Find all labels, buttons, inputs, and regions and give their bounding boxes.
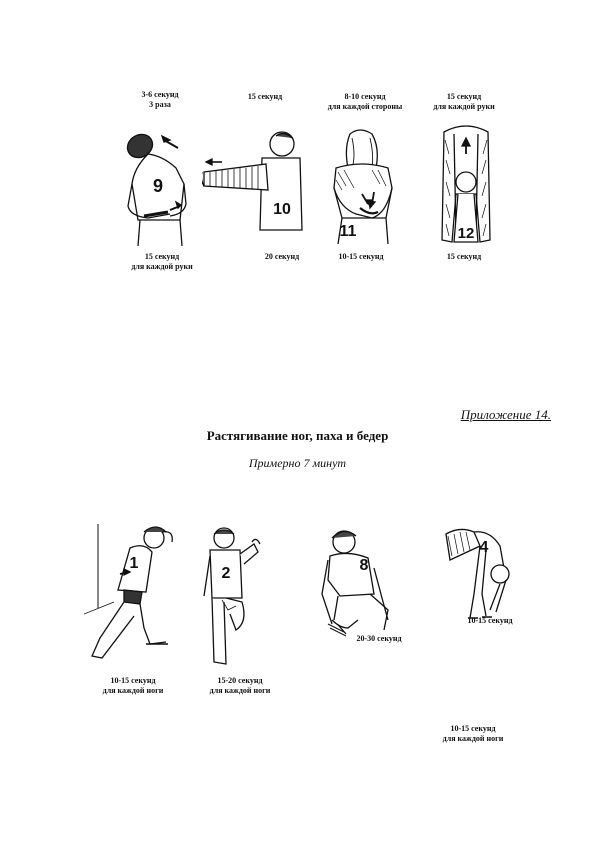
fig8-caption	[356, 634, 401, 644]
fig11-caption-bottom	[338, 252, 383, 262]
caption-line: для каждой руки	[433, 102, 495, 111]
fig10-number: 10	[273, 201, 291, 218]
caption-line: 20-30 секунд	[356, 634, 402, 643]
caption-line: 8-10 секунд	[344, 92, 386, 101]
caption-line: 15-20 секунд	[217, 676, 263, 685]
caption-line: для каждой ноги	[209, 686, 271, 695]
fig12-number: 12	[457, 225, 475, 242]
fig4-number: 4	[479, 539, 489, 556]
caption-line: 15 секунд	[247, 92, 283, 101]
caption-line: 3 раза	[149, 100, 171, 109]
fig10-caption-top	[248, 92, 282, 102]
caption-line: 20 секунд	[264, 252, 300, 261]
fig2-caption	[210, 676, 271, 696]
fig2-illustration	[196, 526, 266, 666]
caption-line: 10-15 секунд	[110, 676, 156, 685]
fig11-number: 11	[339, 223, 357, 240]
fig1-illustration	[84, 518, 184, 664]
caption-line: для каждой стороны	[327, 102, 403, 111]
caption-line: 15 секунд	[446, 252, 482, 261]
caption-line: 3-6 секунд	[141, 90, 179, 99]
appendix-label: Приложение 14.	[460, 407, 551, 422]
caption-line: для каждой ноги	[442, 734, 504, 743]
fig4-illustration	[440, 524, 520, 620]
caption-line: для каждой ноги	[102, 686, 164, 695]
fig9-caption-top	[141, 90, 178, 110]
caption-line: 15 секунд	[144, 252, 180, 261]
fig2-number: 2	[221, 565, 231, 582]
extra-caption	[443, 724, 504, 744]
fig9-caption-bottom	[131, 252, 192, 272]
fig11-illustration	[326, 128, 406, 246]
caption-line: 10-15 секунд	[450, 724, 496, 733]
caption-line: 15 секунд	[446, 92, 482, 101]
fig10-illustration	[202, 128, 312, 238]
fig12-illustration	[436, 124, 496, 248]
fig12-caption-top	[433, 92, 494, 112]
fig8-number: 8	[359, 557, 369, 574]
fig1-number: 1	[129, 555, 139, 572]
caption-line: 10-15 секунд	[338, 252, 384, 261]
fig4-caption	[467, 616, 512, 626]
fig8-illustration	[318, 524, 404, 640]
fig9-illustration	[118, 128, 198, 248]
caption-line: 10-15 секунд	[467, 616, 513, 625]
caption-line: для каждой руки	[131, 262, 193, 271]
fig11-caption-top	[328, 92, 403, 112]
section-title: Растягивание ног, паха и бедер	[206, 428, 389, 443]
fig9-number: 9	[152, 176, 164, 196]
fig12-caption-bottom	[447, 252, 481, 262]
fig10-caption-bottom	[265, 252, 299, 262]
section-subtitle: Примерно 7 минут	[248, 456, 347, 470]
fig1-caption	[103, 676, 164, 696]
